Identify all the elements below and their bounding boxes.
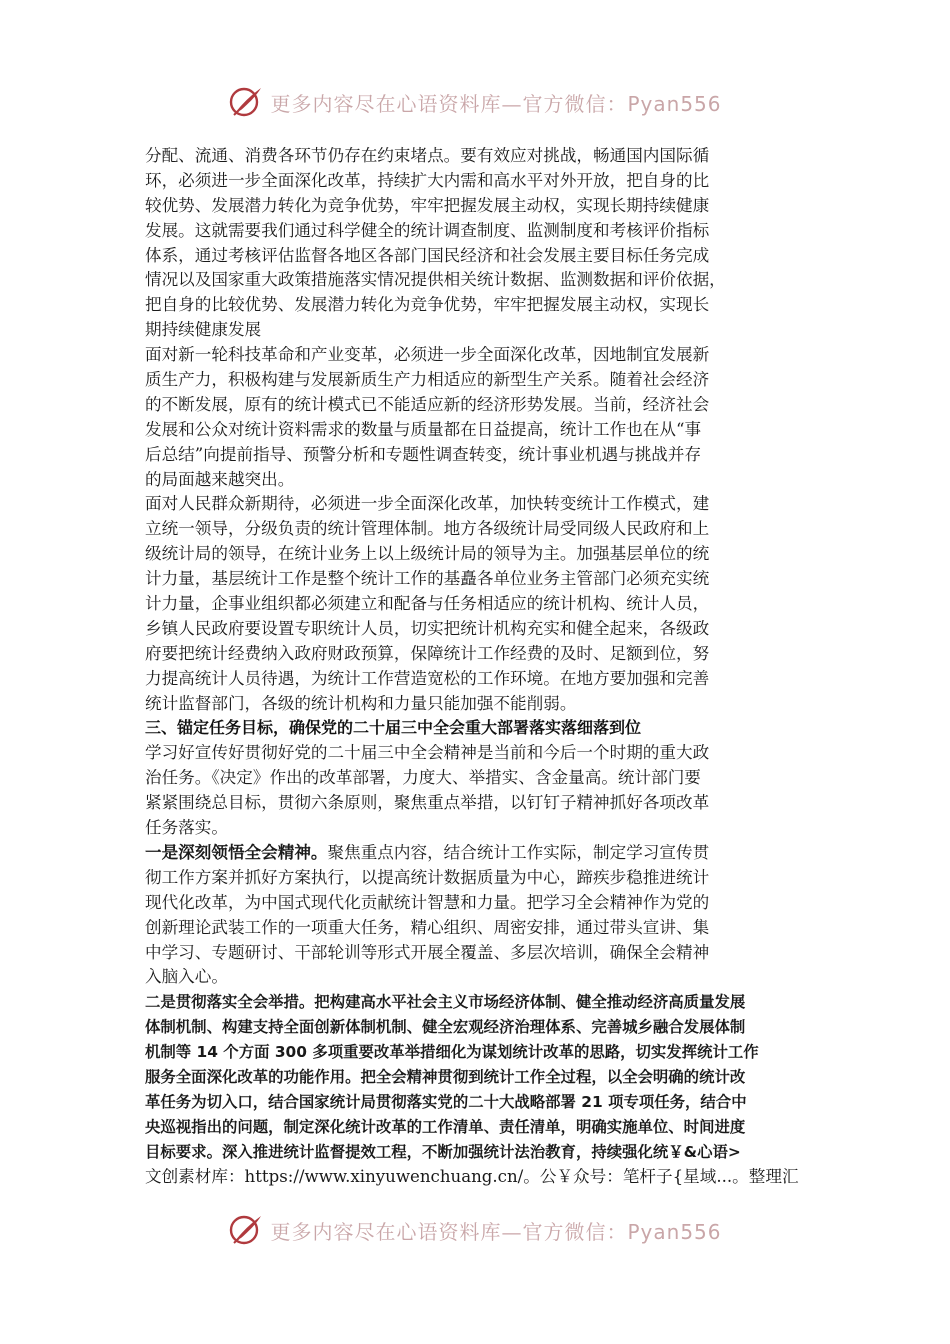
text-line: 的不断发展，原有的统计模式已不能适应新的经济形势发展。当前，经济社会 bbox=[145, 394, 710, 414]
banner-text: 更多内容尽在心语资料库—官方微信：Pyan556 bbox=[270, 1219, 722, 1244]
text-line bbox=[145, 841, 815, 866]
text-line: 二是贯彻落实全会举措。把构建高水平社会主义市场经济体制、健全推动经济高质量发展 bbox=[145, 993, 746, 1012]
text-line: 体系，通过考核评估监督各地区各部门国民经济和社会发展主要目标任务完成 bbox=[145, 245, 710, 265]
footer-banner bbox=[0, 1210, 950, 1250]
text-line: 的局面越来越突出。 bbox=[145, 469, 295, 489]
paragraph-6 bbox=[145, 990, 815, 1164]
text-line: 治任务。《决定》作出的改革部署，力度大、举措实、含金量高。统计部门要 bbox=[145, 768, 701, 788]
text-line: 把自身的比较优势、发展潜力转化为竞争优势，牢牢把握发展主动权，实现长 bbox=[145, 295, 710, 315]
text-line: 级统计局的领导，在统计业务上以上级统计局的领导为主。加强基层单位的统 bbox=[145, 544, 710, 564]
text-line: 乡镇人民政府要设置专职统计人员，切实把统计机构充实和健全起来，各级政 bbox=[145, 618, 710, 638]
text-line: 面对新一轮科技革命和产业变革，必须进一步全面深化改革，因地制宜发展新 bbox=[145, 345, 710, 365]
text-line: 分配、流通、消费各环节仍存在约束堵点。要有效应对挑战，畅通国内国际循 bbox=[145, 146, 710, 165]
text-line: 计力量，基层统计工作是整个统计工作的基矗各单位业务主管部门必须充实统 bbox=[145, 569, 710, 589]
text-line: 任务落实。 bbox=[145, 818, 228, 838]
text-line: 力提高统计人员待遇，为统计工作营造宽松的工作环境。在地方要加强和完善 bbox=[145, 668, 710, 688]
text-line: 府要把统计经费纳入政府财政预算，保障统计工作经费的及时、足额到位，努 bbox=[145, 643, 710, 663]
paragraph-5 bbox=[145, 841, 815, 990]
text-line: 期持续健康发展 bbox=[145, 320, 262, 340]
text-line: 学习好宣传好贯彻好党的二十届三中全会精神是当前和今后一个时期的重大政 bbox=[145, 743, 710, 763]
text-line: 发展。这就需要我们通过科学健全的统计调查制度、监测制度和考核评价指标 bbox=[145, 220, 710, 240]
text-line: 后总结”向提前指导、预警分析和专题性调查转变，统计事业机遇与挑战并存 bbox=[145, 444, 702, 464]
text-line: 统计监督部门，各级的统计机构和力量只能加强不能削弱。 bbox=[145, 693, 577, 713]
lead-phrase: 一是深刻领悟全会精神。 bbox=[145, 842, 328, 862]
text-line: 现代化改革，为中国式现代化贡献统计智慧和力量。把学习全会精神作为党的 bbox=[145, 892, 710, 912]
text-line: 发展和公众对统计资料需求的数量与质量都在日益提高，统计工作也在从“事 bbox=[145, 419, 702, 439]
paragraph-1 bbox=[145, 144, 815, 343]
paragraph-4 bbox=[145, 741, 815, 841]
source-line: 文创素材库：https://www.xinyuwenchuang.cn/。公￥众号：笔杆子{星域...。整理汇 bbox=[145, 1166, 799, 1186]
text-line: 立统一领导，分级负责的统计管理体制。地方各级统计局受同级人民政府和上 bbox=[145, 519, 710, 539]
text-line: 革任务为切入口，结合国家统计局贯彻落实党的二十大战略部署 21 项专项任务，结合中 bbox=[145, 1092, 747, 1111]
text-line: 央巡视指出的问题，制定深化统计改革的工作清单、责任清单，明确实施单位、时间进度 bbox=[145, 1117, 746, 1136]
text-line: 计力量，企事业组织都必须建立和配备与任务相适应的统计机构、统计人员， bbox=[145, 594, 710, 614]
text-line: 环，必须进一步全面深化改革，持续扩大内需和高水平对外开放，把自身的比 bbox=[145, 170, 710, 190]
text-line: 情况以及国家重大政策措施落实情况提供相关统计数据、监测数据和评价依据， bbox=[145, 270, 726, 290]
lead-rest: 聚焦重点内容，结合统计工作实际，制定学习宣传贯 bbox=[327, 842, 710, 862]
text-line: 较优势、发展潜力转化为竞争优势，牢牢把握发展主动权，实现长期持续健康 bbox=[145, 195, 710, 215]
text-line: 目标要求。深入推进统计监督提效工程，不断加强统计法治教育，持续强化统￥&心语> bbox=[145, 1142, 741, 1161]
paragraph-3 bbox=[145, 492, 815, 716]
text-line: 创新理论武装工作的一项重大任务，精心组织、周密安排，通过带头宣讲、集 bbox=[145, 917, 710, 937]
text-line: 体制机制、构建支持全面创新体制机制、健全宏观经济治理体系、完善城乡融合发展体制 bbox=[145, 1018, 746, 1037]
text-line: 面对人民群众新期待，必须进一步全面深化改革，加快转变统计工作模式，建 bbox=[145, 494, 710, 514]
text-line: 服务全面深化改革的功能作用。把全会精神贯彻到统计工作全过程，以全会明确的统计改 bbox=[145, 1067, 746, 1086]
header-banner bbox=[0, 82, 950, 122]
text-line: 彻工作方案并抓好方案执行，以提高统计数据质量为中心，蹄疾步稳推进统计 bbox=[145, 867, 710, 887]
section-heading: 三、锚定任务目标，确保党的二十届三中全会重大部署落实落细落到位 bbox=[145, 718, 642, 738]
quill-logo-icon bbox=[228, 1212, 264, 1248]
wechat-id: Pyan556 bbox=[627, 91, 722, 116]
text-line: 入脑入心。 bbox=[145, 967, 228, 987]
quill-logo-icon bbox=[228, 84, 264, 120]
banner-text: 更多内容尽在心语资料库—官方微信：Pyan556 bbox=[270, 91, 722, 116]
document-body bbox=[145, 144, 815, 1189]
text-line: 质生产力，积极构建与发展新质生产力相适应的新型生产关系。随着社会经济 bbox=[145, 370, 710, 390]
text-line: 中学习、专题研讨、干部轮训等形式开展全覆盖、多层次培训，确保全会精神 bbox=[145, 942, 710, 962]
text-line: 机制等 14 个方面 300 多项重要改革举措细化为谋划统计改革的思路，切实发挥统计工作 bbox=[145, 1043, 759, 1062]
text-line: 紧紧围绕总目标，贯彻六条原则，聚焦重点举措，以钉钉子精神抓好各项改革 bbox=[145, 793, 710, 813]
paragraph-2 bbox=[145, 343, 815, 492]
wechat-id: Pyan556 bbox=[627, 1219, 722, 1244]
